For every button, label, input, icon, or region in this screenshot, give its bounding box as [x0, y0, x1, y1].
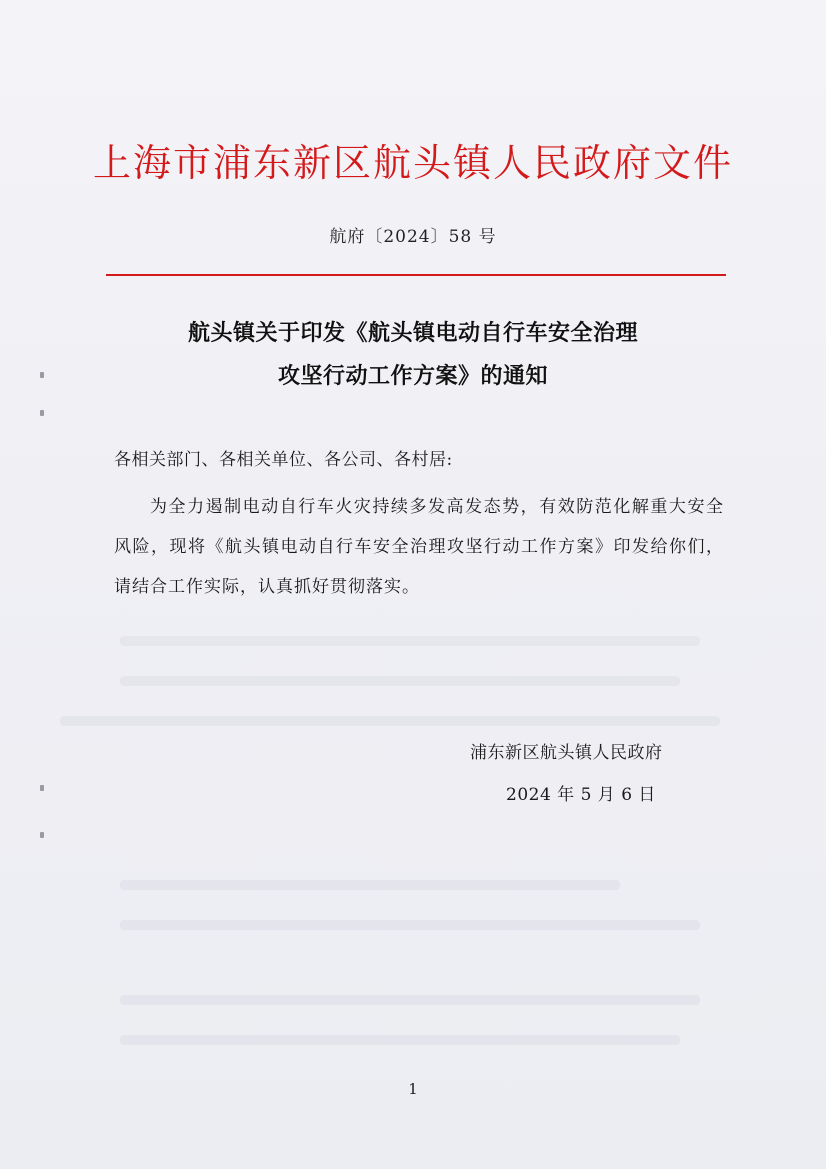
binding-mark [40, 410, 44, 416]
bleed-through-mark [60, 716, 720, 726]
bleed-through-mark [120, 995, 700, 1005]
bleed-through-mark [120, 880, 620, 890]
bleed-through-mark [120, 920, 700, 930]
red-divider-line [106, 274, 726, 276]
issuer-signature: 浦东新区航头镇人民政府 [470, 743, 663, 763]
bleed-through-mark [120, 1035, 680, 1045]
bleed-through-mark [120, 636, 700, 646]
issuing-body-title: 上海市浦东新区航头镇人民政府文件 [92, 141, 733, 185]
binding-mark [40, 785, 44, 791]
binding-mark [40, 832, 44, 838]
issue-date: 2024 年 5 月 6 日 [506, 785, 656, 805]
bleed-through-mark [120, 676, 680, 686]
addressee-line: 各相关部门、各相关单位、各公司、各村居: [114, 450, 453, 470]
notice-title-line-2: 攻坚行动工作方案》的通知 [277, 363, 548, 389]
page-number: 1 [408, 1080, 418, 1098]
notice-title-line-1: 航头镇关于印发《航头镇电动自行车安全治理 [187, 320, 638, 346]
document-number: 航府〔2024〕58 号 [329, 227, 497, 247]
body-paragraph: 为全力遏制电动自行车火灾持续多发高发态势，有效防范化解重大安全风险，现将《航头镇电动自行车安全治理攻坚行动工作方案》印发给你们，请结合工作实际，认真抓好贯彻落实。 [114, 497, 724, 597]
notice-title [0, 312, 826, 398]
